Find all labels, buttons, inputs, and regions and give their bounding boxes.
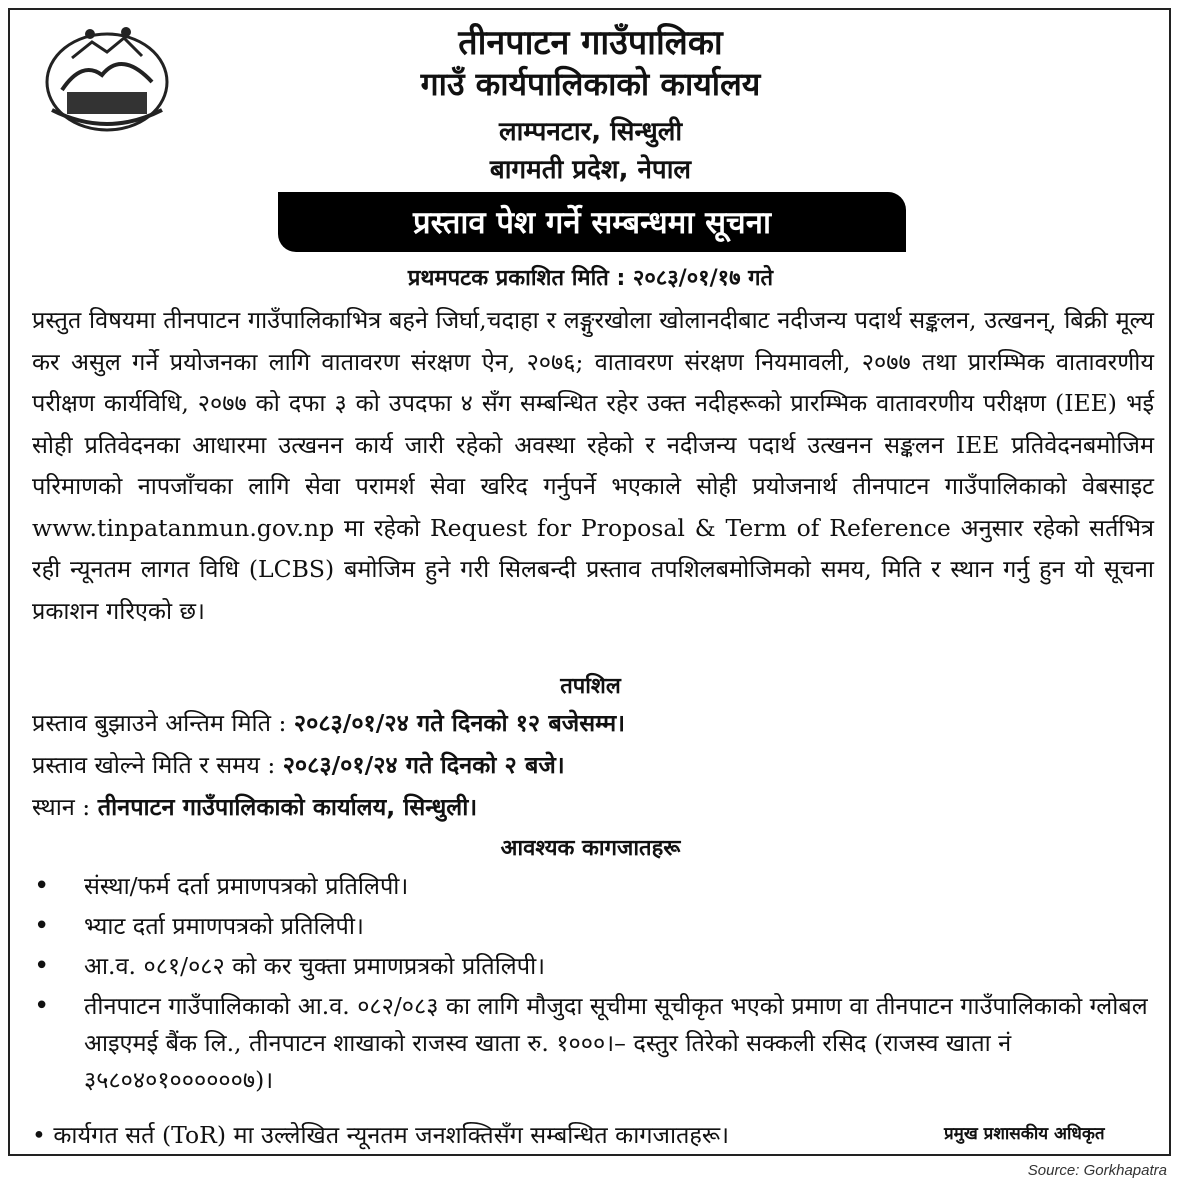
bullet-icon: • [34, 951, 50, 981]
submission-value: २०८३/०१/२४ गते दिनको १२ बजेसम्म। [293, 709, 626, 737]
bullet-icon: • [32, 1121, 54, 1149]
documents-list [32, 868, 1162, 1102]
office-location: लाम्पनटार, सिन्धुली [498, 117, 683, 147]
list-item-text: संस्था/फर्म दर्ता प्रमाणपत्रको प्रतिलिपी। [84, 872, 409, 900]
list-item [32, 948, 1162, 985]
signatory-title: प्रमुख प्रशासकीय अधिकृत [944, 1124, 1105, 1144]
notice-body: प्रस्तुत विषयमा तीनपाटन गाउँपालिकाभित्र बहने जिर्घा,चदाहा र लङ्गुरखोला खोलानदीबाट नदीजन्य पदार्थ सङ्कलन, उत्खनन्, बिक्री मूल्य कर असुल गर्ने प्रयोजनका लागि वातावरण संरक्षण ऐन, २०७६; वातावरण संरक्षण नियमावली, २०७७ तथा प्रारम्भिक वातावरणीय परीक्षण कार्यविधि, २०७७ को दफा ३ को उपदफा ४ सँग सम्बन्धित रहेर उक्त नदीहरूको प्रारम्भिक वातावरणीय परीक्षण (IEE) भई सोही प्रतिवेदनका आधारमा उत्खनन कार्य जारी रहेको अवस्था रहेको र नदीजन्य पदार्थ उत्खनन सङ्कलन IEE प्रतिवेदनबमोजिम परिमाणको नापजाँचका लागि सेवा परामर्श सेवा खरिद गर्नुपर्ने भएकाले सोही प्रयोजनार्थ तीनपाटन गाउँपालिकाको वेबसाइट www.tinpatanmun.gov.np मा रहेको Request for Proposal & Term of Reference अनुसार रहेको सर्तभित्र रही न्यूनतम लागत विधि (LCBS) बमोजिम हुने गरी सिलबन्दी प्रस्ताव तपशिलबमोजिमको समय, मिति र स्थान गर्नु हुन यो सूचना प्रकाशन गरिएको छ। [32, 306, 1154, 625]
opening-value: २०८३/०१/२४ गते दिनको २ बजे। [282, 751, 565, 779]
list-item-text: भ्याट दर्ता प्रमाणपत्रको प्रतिलिपी। [84, 912, 364, 940]
venue-value: तीनपाटन गाउँपालिकाको कार्यालय, सिन्धुली। [97, 793, 478, 821]
opening-label: प्रस्ताव खोल्ने मिति र समय : [32, 751, 283, 779]
list-item-text: तीनपाटन गाउँपालिकाको आ.व. ०८२/०८३ का लागि मौजुदा सूचीमा सूचीकृत भएको प्रमाण वा तीनपाटन गाउँपालिकाको ग्लोबल आइएमई बैंक लि., तीनपाटन शाखाको राजस्व खाता रु. १०००।– दस्तुर तिरेको सक्कली रसिद (राजस्व खाता नं ३५८०४०१००००००७)। [84, 992, 1148, 1094]
municipality-name: तीनपाटन गाउँपालिका [458, 23, 723, 63]
bullet-icon: • [34, 991, 50, 1021]
bullet-icon: • [34, 911, 50, 941]
venue-label: स्थान : [32, 793, 98, 821]
office-province: बागमती प्रदेश, नेपाल [489, 155, 692, 185]
schedule-heading: तपशिल [560, 674, 621, 699]
office-name: गाउँ कार्यपालिकाको कार्यालय [420, 65, 761, 103]
submission-label: प्रस्ताव बुझाउने अन्तिम मिति : [32, 709, 294, 737]
list-item [32, 1118, 729, 1150]
bullet-icon: • [34, 871, 50, 901]
list-item [32, 868, 1162, 905]
list-item [32, 908, 1162, 945]
opening-time [32, 748, 565, 780]
source-credit: Source: Gorkhapatra [1027, 1162, 1167, 1179]
notice-title: प्रस्ताव पेश गर्ने सम्बन्धमा सूचना [278, 192, 906, 252]
list-item-text: आ.व. ०८१/०८२ को कर चुक्ता प्रमाणप्रत्रको प्रतिलिपी। [84, 952, 546, 980]
publication-date: प्रथमपटक प्रकाशित मिति : २०८३/०१/१७ गते [407, 266, 774, 291]
submission-deadline [32, 706, 625, 738]
list-item-text: कार्यगत सर्त (ToR) मा उल्लेखित न्यूनतम जनशक्तिसँग सम्बन्धित कागजातहरू। [53, 1121, 730, 1149]
venue [32, 790, 477, 822]
documents-heading: आवश्यक कागजातहरू [500, 836, 681, 861]
list-item [32, 988, 1162, 1099]
